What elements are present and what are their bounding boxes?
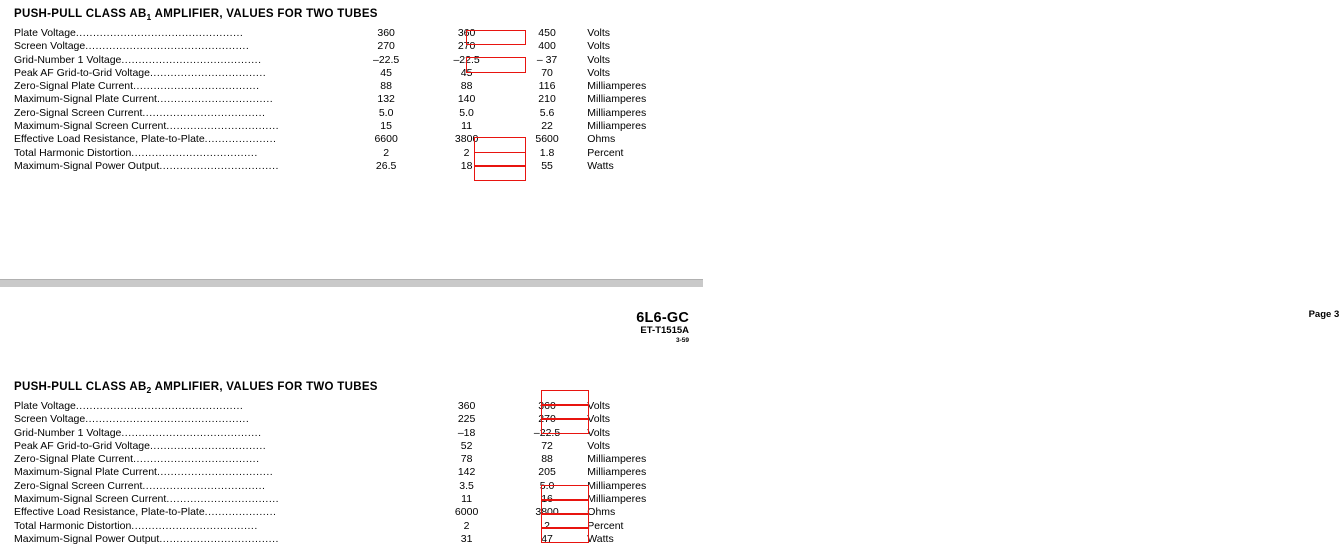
table-row — [14, 160, 703, 173]
spec-value-col3: 270 — [538, 413, 556, 426]
spec-value-col1: 45 — [380, 66, 392, 79]
spec-value-col3: 3800 — [535, 506, 559, 519]
spec-value-col2: 225 — [457, 413, 476, 426]
leader-dots: ................................................. — [75, 400, 244, 412]
table-row — [14, 453, 703, 466]
spec-value-col2: 5.0 — [459, 106, 474, 119]
spec-value-col1: 15 — [380, 120, 392, 133]
spec-value-col2: 11 — [461, 120, 473, 133]
spec-unit: Milliamperes — [587, 479, 647, 492]
leader-dots: .................................... — [142, 106, 266, 119]
spec-label-text: Peak AF Grid-to-Grid Voltage — [14, 66, 150, 79]
spec-label — [14, 440, 346, 453]
spec-value-col1 — [346, 506, 426, 519]
leader-dots: ......................................... — [121, 53, 262, 66]
spec-label — [14, 27, 346, 40]
spec-unit: Volts — [587, 400, 611, 412]
spec-label — [14, 107, 346, 120]
spec-label — [14, 453, 346, 466]
table-row — [14, 67, 703, 80]
spec-value-col2: 2 — [463, 519, 470, 532]
table-row — [14, 400, 703, 413]
spec-value-col3: 205 — [538, 466, 556, 479]
section-title-ab2 — [0, 381, 703, 395]
table-row — [14, 147, 703, 160]
leader-dots: ..................................... — [133, 453, 260, 466]
spec-value-col1: 88 — [380, 80, 392, 93]
table-row — [14, 93, 703, 106]
spec-label-text: Grid-Number 1 Voltage — [14, 426, 122, 439]
spec-label-text: Maximum-Signal Plate Current — [14, 93, 157, 106]
spec-label-text: Total Harmonic Distortion — [14, 519, 132, 532]
spec-value-col1: –22.5 — [373, 53, 400, 66]
leader-dots: .................................. — [156, 93, 274, 106]
spec-label — [14, 506, 346, 519]
spec-value-col1: 132 — [377, 93, 395, 106]
spec-label — [14, 133, 346, 146]
spec-value-col3: 2 — [544, 519, 550, 532]
spec-unit: Milliamperes — [587, 120, 647, 133]
spec-value-col2: 52 — [460, 439, 473, 452]
spec-value-col2: 360 — [457, 27, 476, 39]
spec-unit: Volts — [587, 439, 611, 452]
spec-label — [14, 493, 346, 506]
table-row — [14, 533, 703, 546]
page-separator-band — [0, 279, 703, 287]
spec-label-text: Zero-Signal Screen Current — [14, 106, 143, 119]
leader-dots: ..................... — [204, 133, 277, 146]
spec-value-col1 — [346, 480, 426, 493]
spec-value-col2: 11 — [461, 493, 473, 506]
spec-unit: Watts — [587, 159, 614, 172]
tube-type-label: 6L6-GC — [636, 310, 689, 326]
spec-value-col2: 142 — [457, 466, 476, 479]
spec-value-col2: 6000 — [454, 506, 479, 519]
spec-table-ab1 — [14, 27, 703, 173]
date-code-label: 3-59 — [675, 336, 689, 344]
spec-value-col2: 3.5 — [459, 479, 474, 492]
spec-value-col2: 88 — [460, 80, 473, 93]
spec-value-col2: 140 — [457, 93, 476, 106]
spec-label-text: Total Harmonic Distortion — [14, 146, 132, 159]
section-title-subscript: 2 — [146, 385, 152, 395]
table-row — [14, 80, 703, 93]
spec-label-text: Maximum-Signal Power Output — [14, 159, 160, 172]
section-title-prefix: PUSH-PULL CLASS AB — [14, 8, 147, 20]
spec-unit: Milliamperes — [587, 80, 647, 93]
spec-unit: Volts — [587, 426, 611, 439]
spec-value-col1 — [346, 533, 426, 546]
table-row — [14, 493, 703, 506]
spec-label-text: Zero-Signal Plate Current — [14, 80, 134, 93]
leader-dots: ................................... — [159, 159, 279, 172]
spec-value-col1 — [346, 440, 426, 453]
spec-label — [14, 160, 346, 173]
spec-label-text: Effective Load Resistance, Plate-to-Plate — [14, 506, 205, 519]
spec-value-col2: 270 — [457, 40, 476, 53]
spec-value-col3: 55 — [541, 159, 553, 172]
spec-value-col3: 88 — [541, 453, 553, 466]
spec-label — [14, 54, 346, 67]
table-row — [14, 427, 703, 440]
spec-value-col2: 78 — [460, 453, 473, 466]
spec-value-col2: 3800 — [454, 133, 479, 146]
spec-value-col3: 5.0 — [539, 479, 555, 492]
spec-label — [14, 400, 346, 413]
spec-value-col2: 2 — [463, 146, 470, 159]
spec-value-col2: 360 — [457, 400, 476, 412]
spec-label-text: Maximum-Signal Power Output — [14, 532, 160, 545]
spec-unit: Volts — [587, 413, 611, 426]
spec-unit: Watts — [587, 532, 614, 545]
spec-value-col3: 116 — [538, 80, 556, 93]
table-row — [14, 27, 703, 40]
spec-label-text: Maximum-Signal Screen Current — [14, 493, 167, 506]
page-number-label: Page 3 — [1308, 309, 1339, 320]
spec-label-text: Screen Voltage — [14, 413, 86, 426]
spec-unit: Volts — [587, 53, 611, 66]
leader-dots: ................................. — [166, 493, 280, 506]
spec-unit: Milliamperes — [587, 106, 647, 119]
spec-value-col1: 2 — [383, 146, 390, 159]
table-row — [14, 54, 703, 67]
leader-dots: ................................................. — [75, 27, 244, 39]
spec-value-col1: 26.5 — [375, 159, 397, 172]
leader-dots: ................................. — [166, 120, 280, 133]
spec-unit: Percent — [587, 519, 624, 532]
spec-label — [14, 466, 346, 479]
leader-dots: ..................... — [204, 506, 277, 519]
spec-label — [14, 80, 346, 93]
table-row — [14, 480, 703, 493]
spec-value-col3: 450 — [538, 27, 556, 39]
spec-section-ab1 — [0, 8, 703, 173]
doc-code-label: ET-T1515A — [640, 325, 689, 337]
table-row — [14, 40, 703, 53]
spec-value-col2: 45 — [460, 66, 473, 79]
spec-label — [14, 427, 346, 440]
table-row — [14, 120, 703, 133]
spec-value-col1 — [346, 466, 426, 479]
spec-unit: Ohms — [587, 506, 616, 519]
spec-value-col3: 72 — [541, 439, 553, 452]
leader-dots: ................................... — [159, 532, 279, 545]
spec-label — [14, 40, 346, 53]
spec-label-text: Maximum-Signal Screen Current — [14, 120, 167, 133]
spec-label — [14, 67, 346, 80]
spec-value-col1: 360 — [377, 27, 395, 39]
leader-dots: .................................. — [156, 466, 274, 479]
spec-value-col3: 22 — [541, 120, 553, 133]
spec-value-col3: 16 — [541, 493, 553, 506]
spec-label-text: Zero-Signal Screen Current — [14, 479, 143, 492]
leader-dots: ................................................ — [85, 40, 250, 53]
table-row — [14, 413, 703, 426]
spec-value-col1 — [346, 413, 426, 426]
document-identifier — [636, 309, 1339, 344]
spec-value-col2: 31 — [460, 532, 473, 545]
spec-value-col1 — [346, 493, 426, 506]
spec-value-col1: 5.0 — [378, 106, 394, 119]
section-title-subscript: 1 — [146, 12, 152, 22]
spec-label-text: Screen Voltage — [14, 40, 86, 53]
spec-label-text: Zero-Signal Plate Current — [14, 453, 134, 466]
table-row — [14, 107, 703, 120]
spec-label — [14, 413, 346, 426]
spec-unit: Volts — [587, 66, 611, 79]
table-row — [14, 440, 703, 453]
spec-value-col3: 5.6 — [539, 106, 555, 119]
spec-value-col3: – 37 — [536, 53, 558, 66]
table-row — [14, 466, 703, 479]
leader-dots: ..................................... — [131, 519, 258, 532]
leader-dots: ......................................... — [121, 426, 262, 439]
spec-value-col2: –18 — [457, 426, 476, 439]
spec-label — [14, 533, 346, 546]
spec-value-col3: –22.5 — [533, 426, 561, 439]
leader-dots: ..................................... — [133, 80, 260, 93]
leader-dots: ..................................... — [131, 146, 258, 159]
spec-label — [14, 480, 346, 493]
spec-value-col3: 360 — [538, 400, 556, 412]
section-title-suffix: AMPLIFIER, VALUES FOR TWO TUBES — [151, 8, 378, 20]
spec-section-ab2 — [0, 381, 703, 546]
spec-unit: Milliamperes — [587, 466, 647, 479]
spec-value-col2: –22.5 — [453, 53, 480, 66]
spec-unit: Volts — [587, 40, 611, 53]
table-row — [14, 133, 703, 146]
spec-value-col1 — [346, 520, 426, 533]
spec-label-text: Peak AF Grid-to-Grid Voltage — [14, 439, 150, 452]
spec-unit: Ohms — [587, 133, 616, 146]
spec-label — [14, 93, 346, 106]
spec-unit: Volts — [587, 27, 611, 39]
spec-label — [14, 520, 346, 533]
spec-value-col1: 6600 — [374, 133, 398, 146]
leader-dots: .................................. — [149, 439, 267, 452]
spec-unit: Percent — [587, 146, 624, 159]
spec-unit: Milliamperes — [587, 493, 647, 506]
spec-label-text: Grid-Number 1 Voltage — [14, 53, 122, 66]
spec-value-col1 — [346, 400, 426, 413]
spec-value-col3: 47 — [541, 532, 553, 545]
spec-value-col1: 270 — [377, 40, 395, 53]
spec-label — [14, 120, 346, 133]
section-title-suffix: AMPLIFIER, VALUES FOR TWO TUBES — [151, 381, 378, 393]
leader-dots: .................................... — [142, 479, 266, 492]
spec-value-col3: 5600 — [535, 133, 559, 146]
spec-table-ab2 — [14, 400, 703, 546]
spec-value-col1 — [346, 427, 426, 440]
spec-unit: Milliamperes — [587, 453, 647, 466]
spec-unit: Milliamperes — [587, 93, 647, 106]
spec-value-col2: 18 — [460, 159, 473, 172]
spec-label-text: Plate Voltage — [14, 27, 76, 39]
leader-dots: .................................. — [149, 66, 267, 79]
spec-value-col3: 400 — [538, 40, 556, 53]
leader-dots: ................................................ — [85, 413, 250, 426]
spec-label-text: Maximum-Signal Plate Current — [14, 466, 157, 479]
table-row — [14, 520, 703, 533]
spec-label-text: Effective Load Resistance, Plate-to-Plate — [14, 133, 205, 146]
spec-value-col1 — [346, 453, 426, 466]
section-title-ab1 — [0, 8, 703, 22]
spec-label-text: Plate Voltage — [14, 400, 76, 412]
table-row — [14, 506, 703, 519]
section-title-prefix: PUSH-PULL CLASS AB — [14, 381, 147, 393]
spec-label — [14, 147, 346, 160]
spec-value-col3: 1.8 — [539, 146, 555, 159]
spec-value-col3: 210 — [538, 93, 556, 106]
spec-value-col3: 70 — [541, 66, 553, 79]
